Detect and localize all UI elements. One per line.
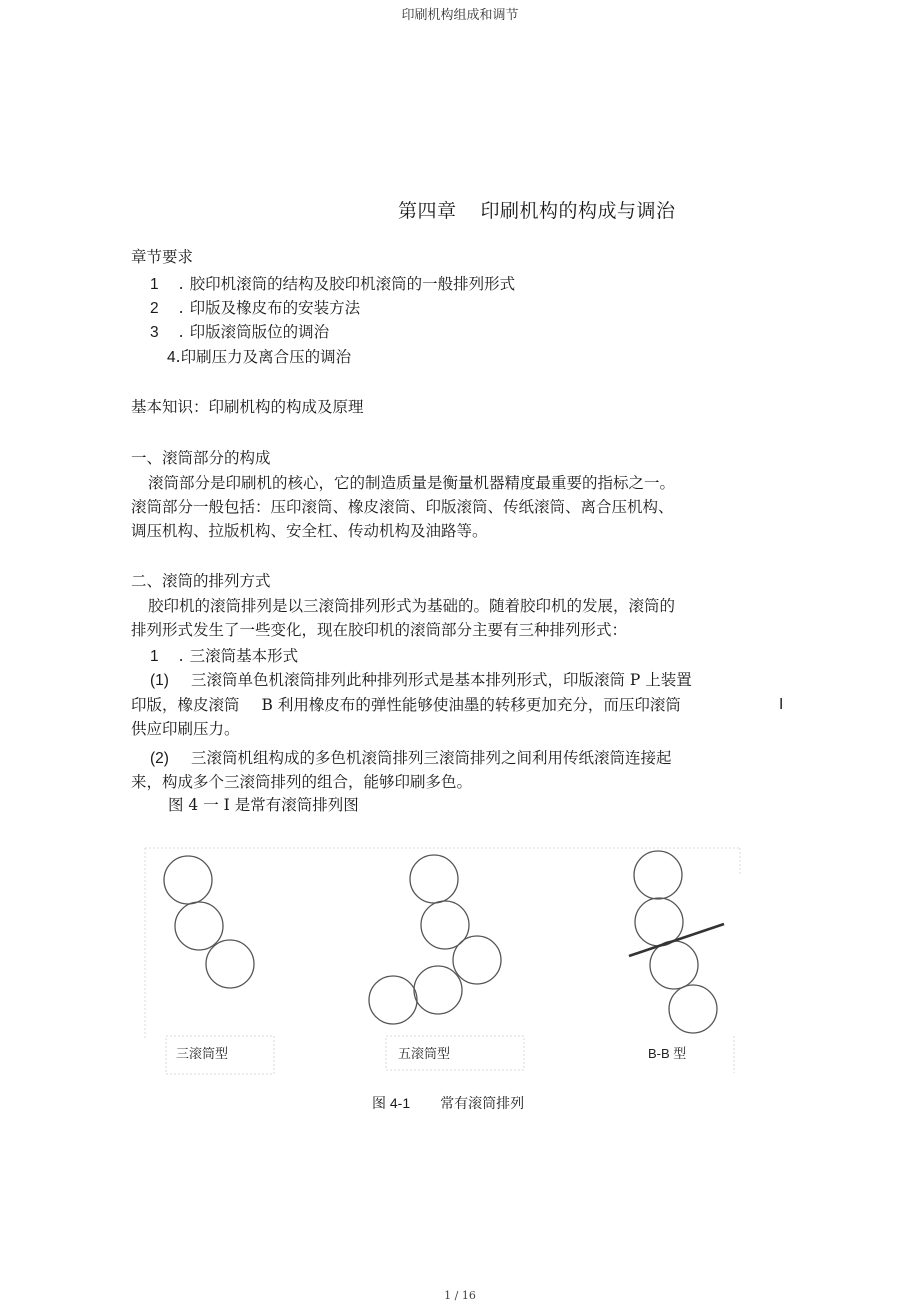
requirement-item-2: 2 . 印版及橡皮布的安装方法 (150, 299, 361, 317)
section-1-heading: 一、滚筒部分的构成 (131, 449, 271, 467)
cylinder-circle (650, 941, 698, 989)
cylinder-circle (635, 898, 683, 946)
section-1-line-3: 调压机构、拉版机构、安全杠、传动机构及油路等。 (131, 522, 488, 540)
three-cylinder-diagram (164, 856, 254, 988)
paragraph-2-line-2: 来，构成多个三滚筒排列的组合，能够印刷多色。 (131, 773, 473, 791)
chapter-number: 第四章 (398, 200, 457, 222)
subsection-1-heading: 1 . 三滚筒基本形式 (150, 647, 299, 665)
section-2-heading: 二、滚筒的排列方式 (131, 572, 271, 590)
cylinder-circle (414, 966, 462, 1014)
paragraph-2-line-1: (2) 三滚筒机组构成的多色机滚筒排列三滚筒排列之间利用传纸滚筒连接起 (150, 749, 672, 767)
cylinder-arrangement-figure (142, 845, 742, 1075)
paragraph-1-line-2: 印版，橡皮滚筒 B 利用橡皮布的弹性能够使油墨的转移更加充分，而压印滚筒 (131, 696, 681, 714)
paragraph-1-line-3: 供应印刷压力。 (131, 720, 240, 738)
cylinder-circle (206, 940, 254, 988)
bb-type-diagram (629, 851, 724, 1033)
figure-caption: 图 4-1 常有滚筒排列 (372, 1095, 525, 1112)
cylinder-circle (164, 856, 212, 904)
running-header: 印刷机构组成和调节 (401, 8, 519, 23)
cylinder-circle (369, 976, 417, 1024)
basic-knowledge-heading: 基本知识：印刷机构的构成及原理 (131, 398, 364, 416)
section-2-intro-line-1: 胶印机的滚筒排列是以三滚筒排列形式为基础的。随着胶印机的发展，滚筒的 (148, 597, 676, 615)
page-number: 1 / 16 (444, 1289, 476, 1302)
chapter-name: 印刷机构的构成与调治 (480, 200, 676, 222)
section-1-line-1: 滚筒部分是印刷机的核心，它的制造质量是衡量机器精度最重要的指标之一。 (148, 474, 676, 492)
label-bb-type: B-B 型 (648, 1046, 687, 1061)
section-1-line-2: 滚筒部分一般包括：压印滚筒、橡皮滚筒、印版滚筒、传纸滚筒、离合压机构、 (131, 498, 674, 516)
cylinder-circle (453, 936, 501, 984)
chapter-title (398, 196, 676, 223)
label-five-cylinder: 五滚筒型 (398, 1047, 451, 1062)
requirements-heading: 章节要求 (131, 248, 194, 266)
paragraph-1-line-1: (1) 三滚筒单色机滚筒排列此种排列形式是基本排列形式，印版滚筒 P 上装置 (150, 671, 692, 689)
requirement-item-3: 3 . 印版滚筒版位的调治 (150, 323, 330, 341)
cylinder-circle (175, 902, 223, 950)
paragraph-1-cylinder-i: I (779, 696, 784, 713)
label-three-cylinder: 三滚筒型 (176, 1047, 229, 1062)
cylinder-circle (634, 851, 682, 899)
section-2-intro-line-2: 排列形式发生了一些变化，现在胶印机的滚筒部分主要有三种排列形式： (131, 621, 628, 639)
cylinder-circle (410, 855, 458, 903)
requirement-item-4: 4.印刷压力及离合压的调治 (167, 348, 352, 366)
cylinder-circle (669, 985, 717, 1033)
requirement-item-1: 1 . 胶印机滚筒的结构及胶印机滚筒的一般排列形式 (150, 275, 516, 293)
five-cylinder-diagram (369, 855, 501, 1024)
figure-reference: 图 4 一 I 是常有滚筒排列图 (168, 796, 359, 814)
